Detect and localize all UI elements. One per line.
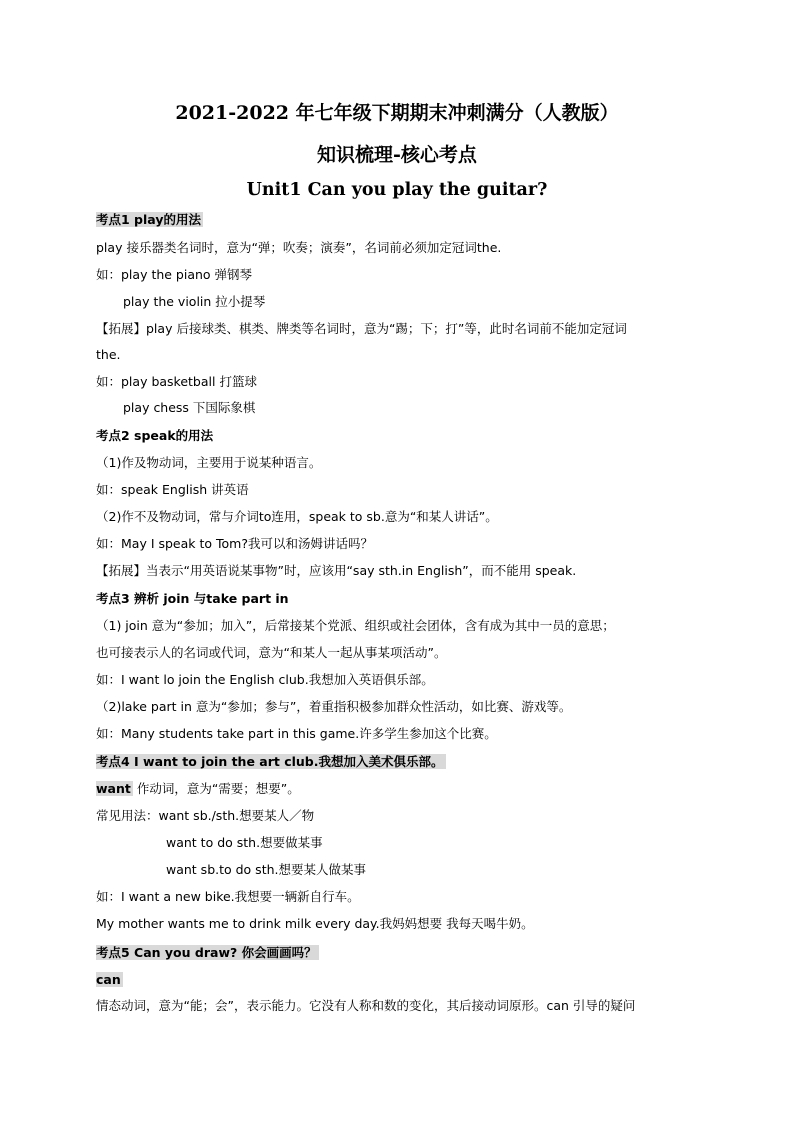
point4-heading: 考点4 I want to join the art club.我想加入美术俱乐部。	[96, 754, 444, 769]
main-title: 2021-2022 年七年级下期期末冲刺满分（人教版）	[175, 102, 619, 124]
point5-heading: 考点5 Can you draw? 你会画画吗？	[96, 945, 317, 960]
point4-line1: want 作动词，意为“需要；想要”。	[96, 781, 300, 796]
point1-heading: 考点1 play的用法	[96, 212, 201, 227]
unit-title: Unit1 Can you play the guitar?	[246, 180, 548, 200]
point2-line5: 【拓展】当表示“用英语说某事物”时，应该用“say sth.in English”，而不能用 speak.	[96, 563, 577, 578]
point1-line4: 【拓展】play 后接球类、棋类、牌类等名词时，意为“踢；下；打”等，此时名词前不能加定冠词	[96, 321, 627, 336]
point2-line4: 如：May I speak to Tom?我可以和汤姆讲话吗？	[96, 536, 373, 551]
point2-heading: 考点2 speak的用法	[96, 428, 214, 443]
point3-heading: 考点3 辨析 join 与take part in	[96, 591, 289, 606]
point4-keyword: want	[96, 781, 131, 796]
point1-line5: the.	[96, 347, 121, 362]
point3-line2: 也可接表示人的名词或代词，意为“和某人一起从事某项活动”。	[96, 645, 447, 660]
point4-line6: My mother wants me to drink milk every day.我妈妈想要 我每天喝牛奶。	[96, 916, 534, 931]
point3-line4: （2)lake part in 意为“参加；参与”，着重指积极参加群众性活动，如比赛、游戏等。	[96, 699, 572, 714]
point4-line2: 常见用法：want sb./sth.想要某人／物	[96, 808, 315, 823]
point3-line3: 如：I want lo join the English club.我想加入英语俱乐部。	[96, 672, 434, 687]
point1-line2: 如：play the piano 弹钢琴	[96, 267, 253, 282]
point4-line4: want sb.to do sth.想要某人做某事	[166, 862, 366, 877]
point2-line3: （2)作不及物动词，常与介词to连用，speak to sb.意为“和某人讲话”。	[96, 509, 498, 524]
point5-line1: 情态动词，意为“能；会”，表示能力。它没有人称和数的变化，其后接动词原形。can 引导的疑问	[96, 998, 636, 1013]
sub-title: 知识梳理-核心考点	[317, 144, 477, 166]
point2-line2: 如：speak English 讲英语	[96, 482, 249, 497]
point5-keyword: can	[96, 972, 121, 987]
point2-line1: （1)作及物动词，主要用于说某种语言。	[96, 455, 322, 470]
point3-line1: （1) join 意为“参加；加入”，后常接某个党派、组织或社会团体，含有成为其中一员的意思；	[96, 618, 615, 633]
point4-line3: want to do sth.想要做某事	[166, 835, 323, 850]
point3-line5: 如：Many students take part in this game.许多学生参加这个比赛。	[96, 726, 497, 741]
point4-line5: 如：I want a new bike.我想要一辆新自行车。	[96, 889, 360, 904]
point1-line1: play 接乐器类名词时，意为“弹；吹奏；演奏”，名词前必须加定冠词the.	[96, 240, 502, 255]
point1-line3: play the violin 拉小提琴	[123, 294, 266, 309]
point1-line6: 如：play basketball 打篮球	[96, 374, 257, 389]
point1-line7: play chess 下国际象棋	[123, 400, 256, 415]
